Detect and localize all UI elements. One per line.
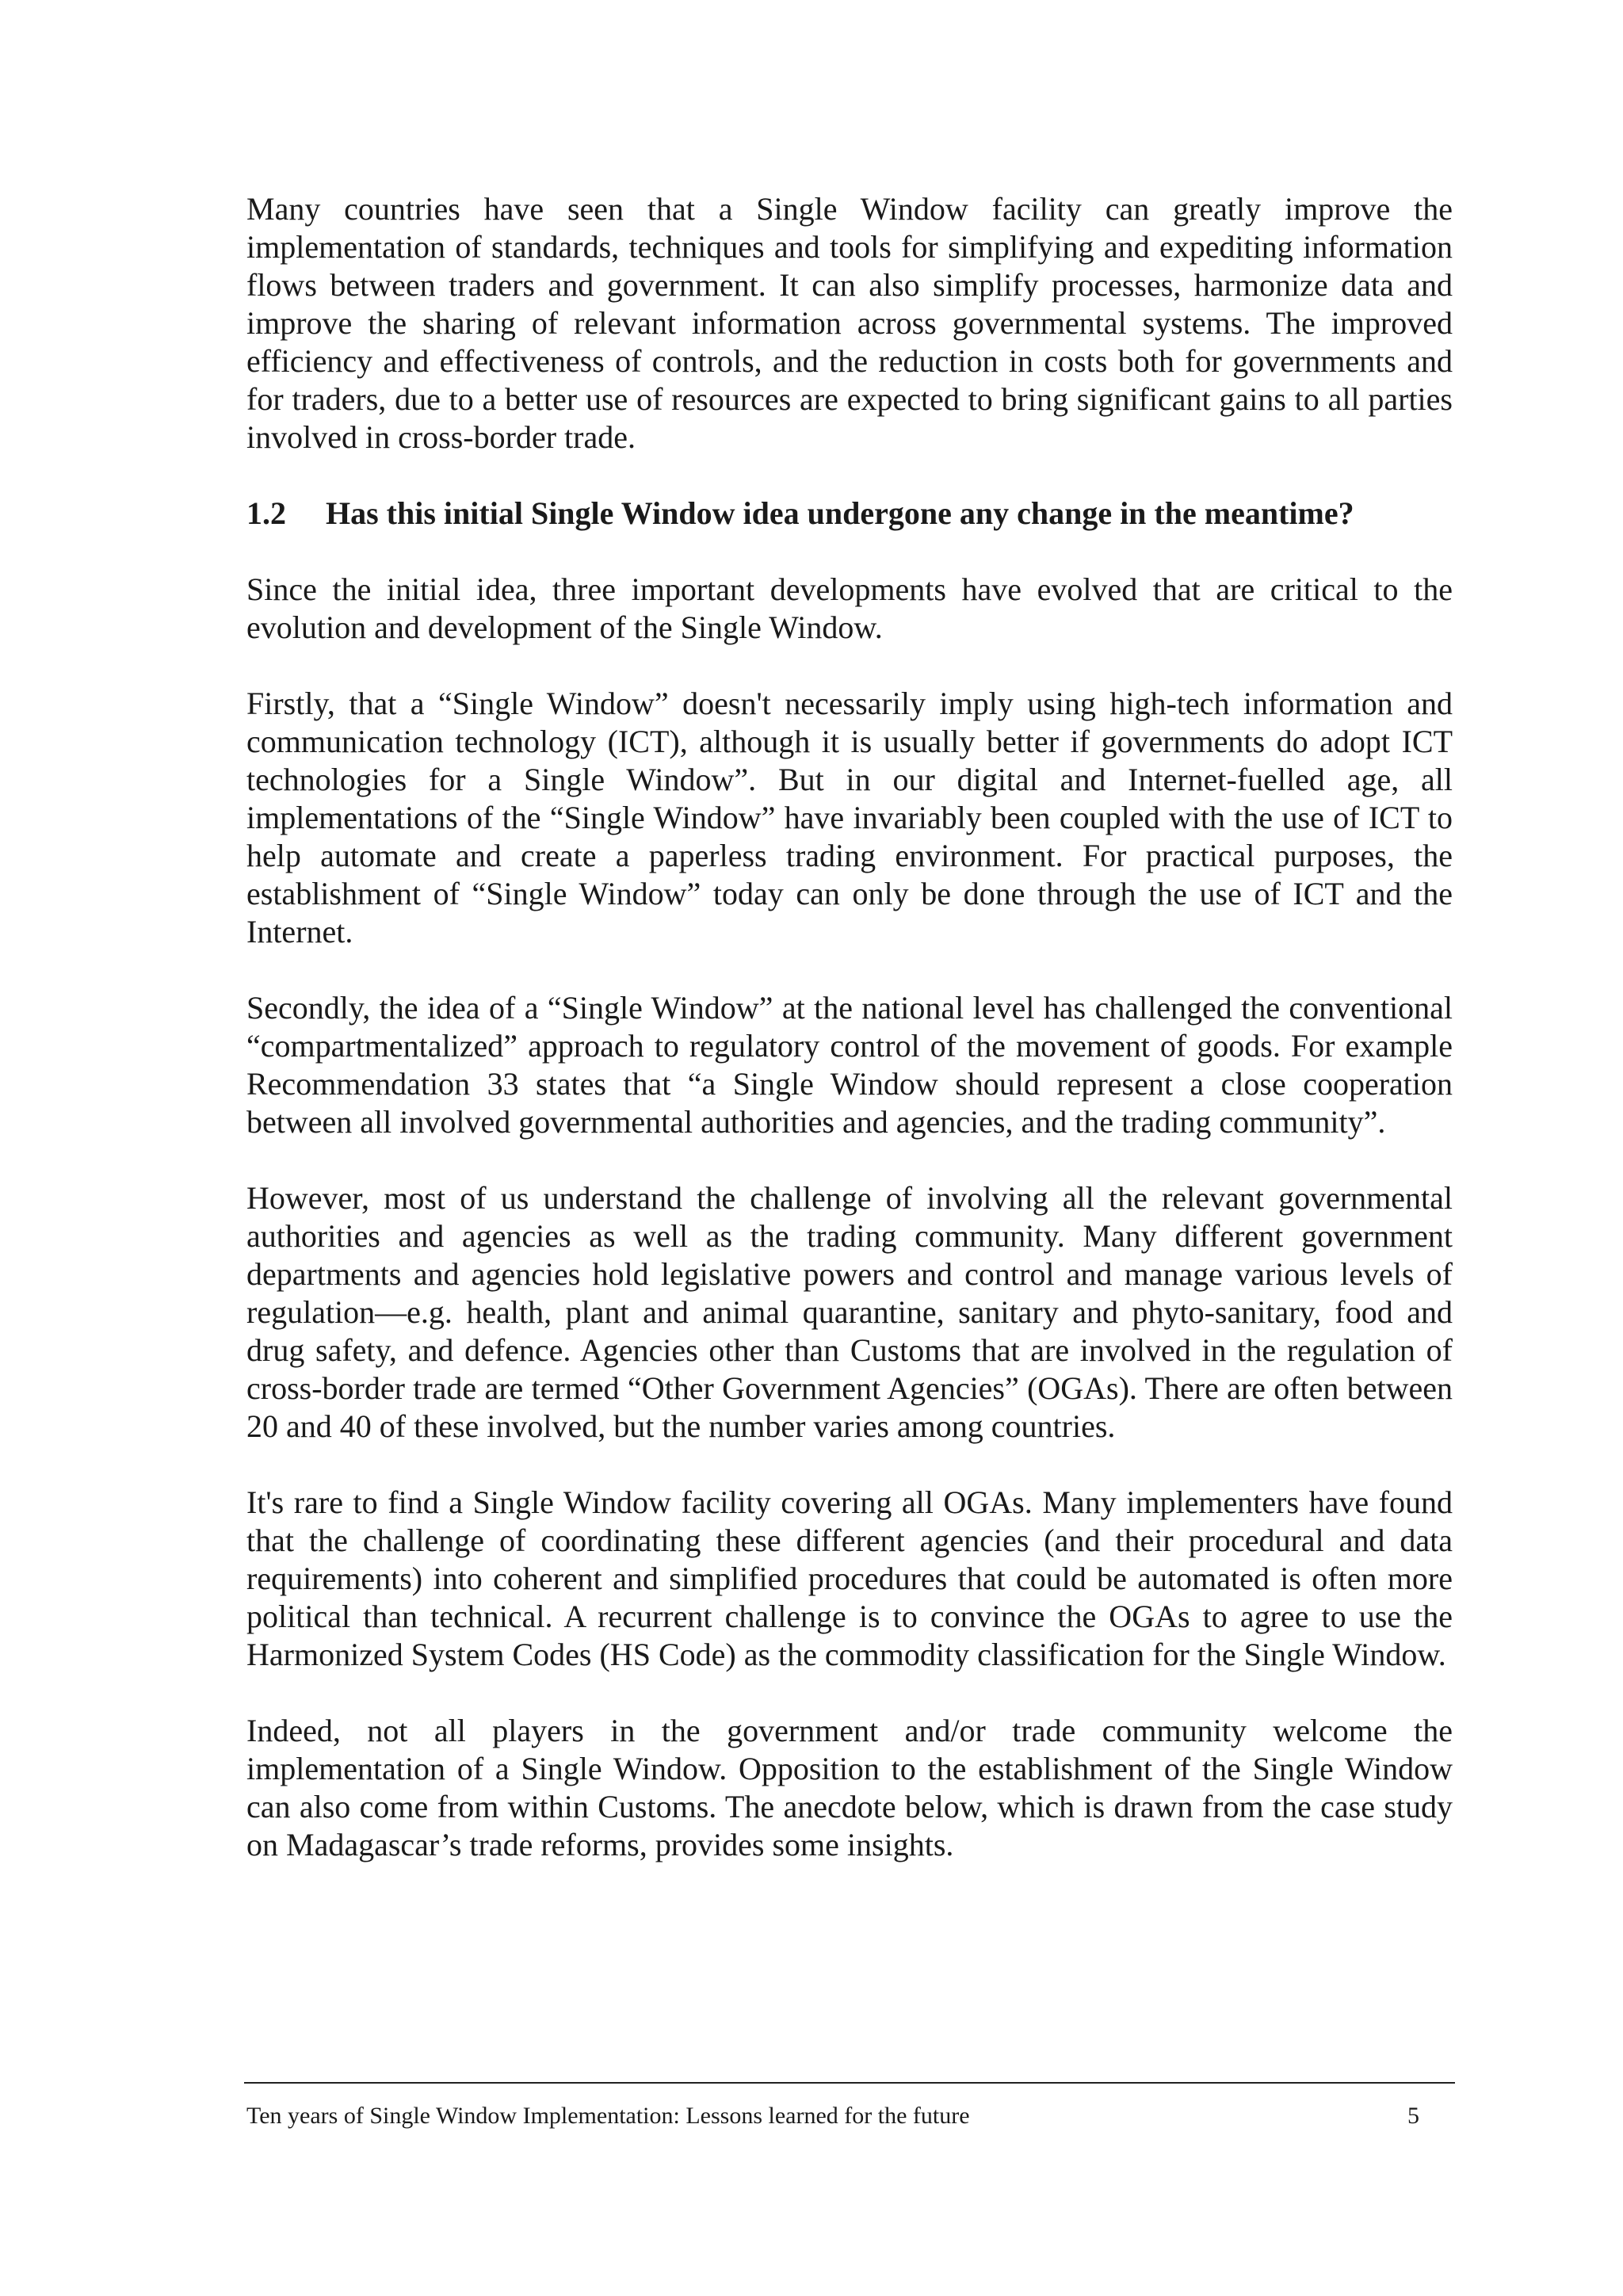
intro-paragraph: Many countries have seen that a Single Window facility can greatly improve the implementation of standards, techniques and tools for simplifying and expediting information flows between traders and government. It can also simplify processes, harmonize data and improve the sharing of relevant information across governmental systems. The improved efficiency and effectiveness of controls, and the reduction in costs both for governments and for traders, due to a better use of resources are expected to bring significant gains to all parties involved in cross-border trade. <box>246 191 1453 455</box>
paragraph-rare: It's rare to find a Single Window facility covering all OGAs. Many implementers have found that the challenge of coordinating these different agencies (and their procedural and data requirements) into coherent and simplified procedures that could be automated is often more political than technical. A recurrent challenge is to convince the OGAs to agree to use the Harmonized System Codes (HS Code) as the commodity classification for the Single Window. <box>246 1484 1453 1672</box>
section-title: Has this initial Single Window idea undergone any change in the meantime? <box>326 495 1354 531</box>
paragraph-however: However, most of us understand the challenge of involving all the relevant governmental authorities and agencies as well as the trading community. Many different government departments and agencies hold legislative powers and control and manage various levels of regulation—e.g. health, plant and animal quarantine, sanitary and phyto-sanitary, food and drug safety, and defence. Agencies other than Customs that are involved in the regulation of cross-border trade are termed “Other Government Agencies” (OGAs). There are often between 20 and 40 of these involved, but the number varies among countries. <box>246 1180 1453 1444</box>
paragraph-firstly: Firstly, that a “Single Window” doesn't necessarily imply using high-tech information and communication technology (ICT), although it is usually better if governments do adopt ICT technologies for a Single Window”. But in our digital and Internet-fuelled age, all implementations of the “Single Window” have invariably been coupled with the use of ICT to help automate and create a paperless trading environment. For practical purposes, the establishment of “Single Window” today can only be done through the use of ICT and the Internet. <box>246 686 1453 949</box>
page-body <box>246 190 1453 1902</box>
page-number: 5 <box>1407 2103 1419 2129</box>
paragraph-developments: Since the initial idea, three important developments have evolved that are critical to the evolution and development of the Single Window. <box>246 571 1453 645</box>
page-footer <box>246 2102 1419 2130</box>
section-number: 1.2 <box>246 495 286 531</box>
paragraph-indeed: Indeed, not all players in the government and/or trade community welcome the implementation of a Single Window. Opposition to the establishment of the Single Window can also come from within Customs. The anecdote below, which is drawn from the case study on Madagascar’s trade reforms, provides some insights. <box>246 1713 1453 1862</box>
footer-divider <box>244 2082 1455 2084</box>
section-heading <box>246 495 1453 533</box>
paragraph-secondly: Secondly, the idea of a “Single Window” at the national level has challenged the conventional “compartmentalized” approach to regulatory control of the movement of goods. For example Recommendation 33 states that “a Single Window should represent a close cooperation between all involved governmental authorities and agencies, and the trading community”. <box>246 990 1453 1140</box>
footer-title: Ten years of Single Window Implementation: Lessons learned for the future <box>246 2103 970 2129</box>
